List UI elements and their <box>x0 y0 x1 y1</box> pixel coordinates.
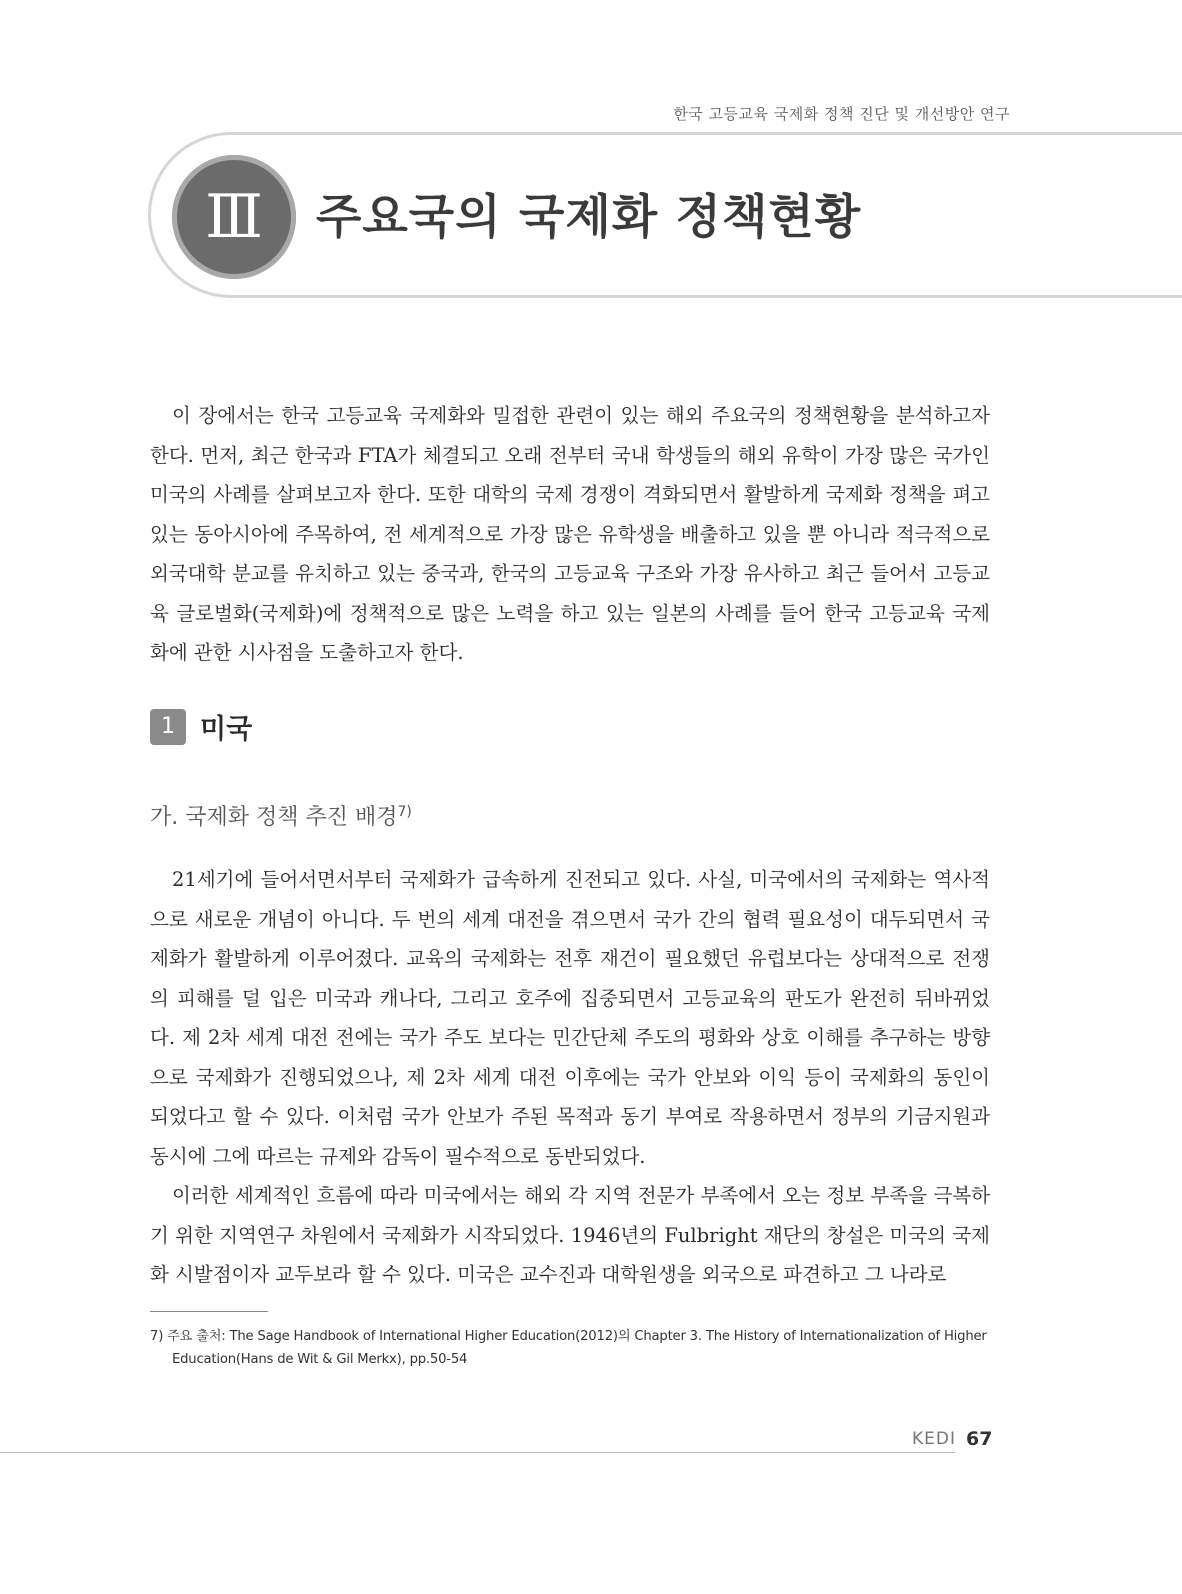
chapter-numeral: Ⅲ <box>205 182 263 252</box>
page-number: 67 <box>966 1428 993 1450</box>
subsection-title <box>150 800 412 831</box>
footer-rule <box>0 1452 955 1453</box>
chapter-title: 주요국의 국제화 정책현황 <box>316 190 862 245</box>
footnote-divider <box>150 1311 268 1312</box>
body-paragraph-1: 21세기에 들어서면서부터 국제화가 급속하게 진전되고 있다. 사실, 미국에서의 국제화는 역사적으로 새로운 개념이 아니다. 두 번의 세계 대전을 겪으면서 국가 간의 협력 필요성이 대두되면서 국제화가 활발하게 이루어졌다. 교육의 국제화는 전후 재건이 필요했던 유럽보다는 상대적으로 전쟁의 피해를 덜 입은 미국과 캐나다, 그리고 호주에 집중되면서 고등교육의 판도가 완전히 뒤바뀌었다. 제 2차 세계 대전 전에는 국가 주도 보다는 민간단체 주도의 평화와 상호 이해를 추구하는 방향으로 국제화가 진행되었으나, 제 2차 세계 대전 이후에는 국가 안보와 이익 등이 국제화의 동인이 되었다고 할 수 있다. 이처럼 국가 안보가 주된 목적과 동기 부여로 작용하면서 정부의 기금지원과 동시에 그에 따르는 규제와 감독이 필수적으로 동반되었다. <box>150 868 990 1168</box>
intro-paragraph: 이 장에서는 한국 고등교육 국제화와 밀접한 관련이 있는 해외 주요국의 정책현황을 분석하고자 한다. 먼저, 최근 한국과 FTA가 체결되고 오래 전부터 국내 학생들의 해외 유학이 가장 많은 국가인 미국의 사례를 살펴보고자 한다. 또한 대학의 국제 경쟁이 격화되면서 활발하게 국제화 정책을 펴고 있는 동아시아에 주목하여, 전 세계적으로 가장 많은 유학생을 배출하고 있을 뿐 아니라 적극적으로 외국대학 분교를 유치하고 있는 중국과, 한국의 고등교육 구조와 가장 유사하고 최근 들어서 고등교육 글로벌화(국제화)에 정책적으로 많은 노력을 하고 있는 일본의 사례를 들어 한국 고등교육 국제화에 관한 시사점을 도출하고자 한다. <box>150 404 990 664</box>
section-number-badge: 1 <box>150 709 186 745</box>
body-paragraph-2: 이러한 세계적인 흐름에 따라 미국에서는 해외 각 지역 전문가 부족에서 오는 정보 부족을 극복하기 위한 지역연구 차원에서 국제화가 시작되었다. 1946년의 Fulbright 재단의 창설은 미국의 국제화 시발점이자 교두보라 할 수 있다. 미국은 교수진과 대학원생을 외국으로 파견하고 그 나라로 <box>150 1184 990 1286</box>
section-title: 미국 <box>200 714 253 745</box>
footnote-reference[interactable]: 7) <box>397 804 412 820</box>
footer-brand: KEDI <box>912 1429 956 1449</box>
subsection-title-text: 가. 국제화 정책 추진 배경 <box>150 805 398 830</box>
footnote: 7) 주요 출처: The Sage Handbook of International Higher Education(2012)의 Chapter 3. The History of Internationalization of Higher Education(Hans de Wit & Gil Merkx), pp.50-54 <box>150 1329 987 1367</box>
running-header: 한국 고등교육 국제화 정책 진단 및 개선방안 연구 <box>673 105 1010 123</box>
